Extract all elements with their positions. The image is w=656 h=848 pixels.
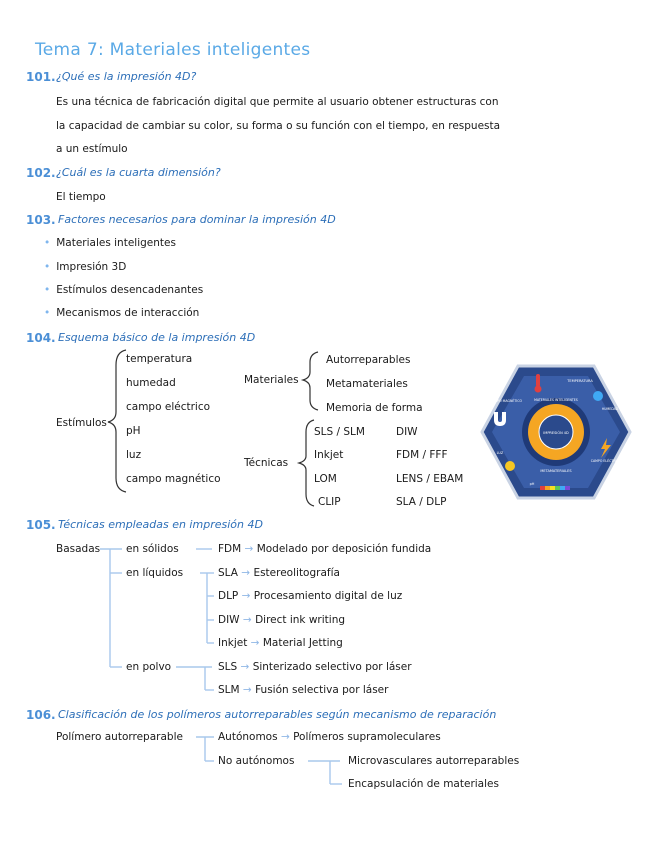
- tech-row-slm: SLM → Fusión selectiva por láser: [218, 684, 389, 696]
- q102-question: ¿Cuál es la cuarta dimensión?: [56, 166, 221, 179]
- q106-root: Polímero autorreparable: [56, 731, 183, 743]
- list-item: • Mecanismos de interacción: [44, 307, 199, 319]
- techniques-label: Técnicas: [244, 457, 289, 469]
- q104-number: 104.: [26, 331, 56, 345]
- technique-item: SLA / DLP: [396, 496, 447, 508]
- q104-question: Esquema básico de la impresión 4D: [58, 331, 256, 344]
- q102-answer: El tiempo: [56, 191, 106, 203]
- q101-number: 101.: [26, 70, 56, 84]
- technique-item: LOM: [314, 473, 337, 485]
- q105-liquid: en líquidos: [126, 567, 184, 579]
- tech-row-inkjet: Inkjet → Material Jetting: [218, 637, 343, 649]
- material-item: Autorreparables: [326, 354, 411, 366]
- materials-label: Materiales: [244, 374, 299, 386]
- q105-solid: en sólidos: [126, 543, 179, 555]
- tech-row-diw: DIW → Direct ink writing: [218, 614, 346, 626]
- diagram-ring-text: MATERIALES INTELIGENTES: [534, 398, 578, 402]
- technique-item: CLIP: [318, 496, 341, 508]
- q106-autonomous: Autónomos → Polímeros supramoleculares: [218, 731, 441, 743]
- diagram-label: CAMPO ELÉCTRICO: [590, 459, 622, 463]
- page-title: Tema 7: Materiales inteligentes: [35, 40, 311, 60]
- q103-number: 103.: [26, 213, 56, 227]
- q106-encapsulation: Encapsulación de materiales: [348, 778, 499, 790]
- q101-answer-line2: la capacidad de cambiar su color, su forma o su función con el tiempo, en respuesta: [56, 120, 501, 132]
- list-item: • Impresión 3D: [44, 261, 126, 273]
- technique-item: FDM / FFF: [396, 449, 448, 461]
- q103-question: Factores necesarios para dominar la impresión 4D: [58, 213, 336, 226]
- q105-number: 105.: [26, 518, 56, 532]
- tech-row-dlp: DLP → Procesamiento digital de luz: [218, 590, 403, 602]
- diagram-label: TEMPERATURA: [567, 379, 593, 383]
- technique-item: Inkjet: [314, 449, 344, 461]
- technique-item: DIW: [396, 426, 418, 438]
- q106-question: Clasificación de los polímeros autorreparables según mecanismo de reparación: [58, 708, 497, 721]
- q105-root: Basadas: [56, 543, 101, 555]
- list-item: • Estímulos desencadenantes: [44, 284, 203, 296]
- diagram-meta-text: METAMATERIALES: [540, 469, 572, 473]
- q106-microvascular: Microvasculares autorreparables: [348, 755, 520, 767]
- stimulus-item: campo eléctrico: [126, 401, 211, 413]
- diagram-label: HUMEDAD: [601, 407, 619, 411]
- diagram-center-text: IMPRESIÓN 4D: [543, 431, 569, 435]
- stimulus-item: temperatura: [126, 353, 193, 365]
- stimulus-item: humedad: [126, 377, 176, 389]
- technique-item: LENS / EBAM: [396, 473, 464, 485]
- stimulus-item: pH: [126, 425, 141, 437]
- q106-number: 106.: [26, 708, 56, 722]
- q106-non-autonomous: No autónomos: [218, 755, 295, 767]
- diagram-label: LUZ: [496, 451, 504, 455]
- q105-powder: en polvo: [126, 661, 172, 673]
- technique-item: SLS / SLM: [314, 426, 365, 438]
- material-item: Memoria de forma: [326, 402, 423, 414]
- tech-row-sls: SLS → Sinterizado selectivo por láser: [218, 661, 412, 673]
- q105-question: Técnicas empleadas en impresión 4D: [58, 518, 263, 531]
- q101-answer-line3: a un estímulo: [56, 143, 128, 155]
- material-item: Metamateriales: [326, 378, 408, 390]
- tech-row-fdm: FDM → Modelado por deposición fundida: [218, 543, 432, 555]
- tech-row-sla: SLA → Estereolitografía: [218, 567, 340, 579]
- q101-answer-line1: Es una técnica de fabricación digital que permite al usuario obtener estructuras con: [56, 96, 499, 108]
- q102-number: 102.: [26, 166, 56, 180]
- stimulus-item: campo magnético: [126, 473, 221, 485]
- diagram-label: pH: [529, 482, 535, 486]
- diagram-label: CAMPO MAGNÉTICO: [490, 399, 522, 403]
- q104-root: Estímulos: [56, 417, 107, 429]
- stimulus-item: luz: [126, 449, 142, 461]
- list-item: • Materiales inteligentes: [44, 237, 176, 249]
- q101-question: ¿Qué es la impresión 4D?: [56, 70, 197, 83]
